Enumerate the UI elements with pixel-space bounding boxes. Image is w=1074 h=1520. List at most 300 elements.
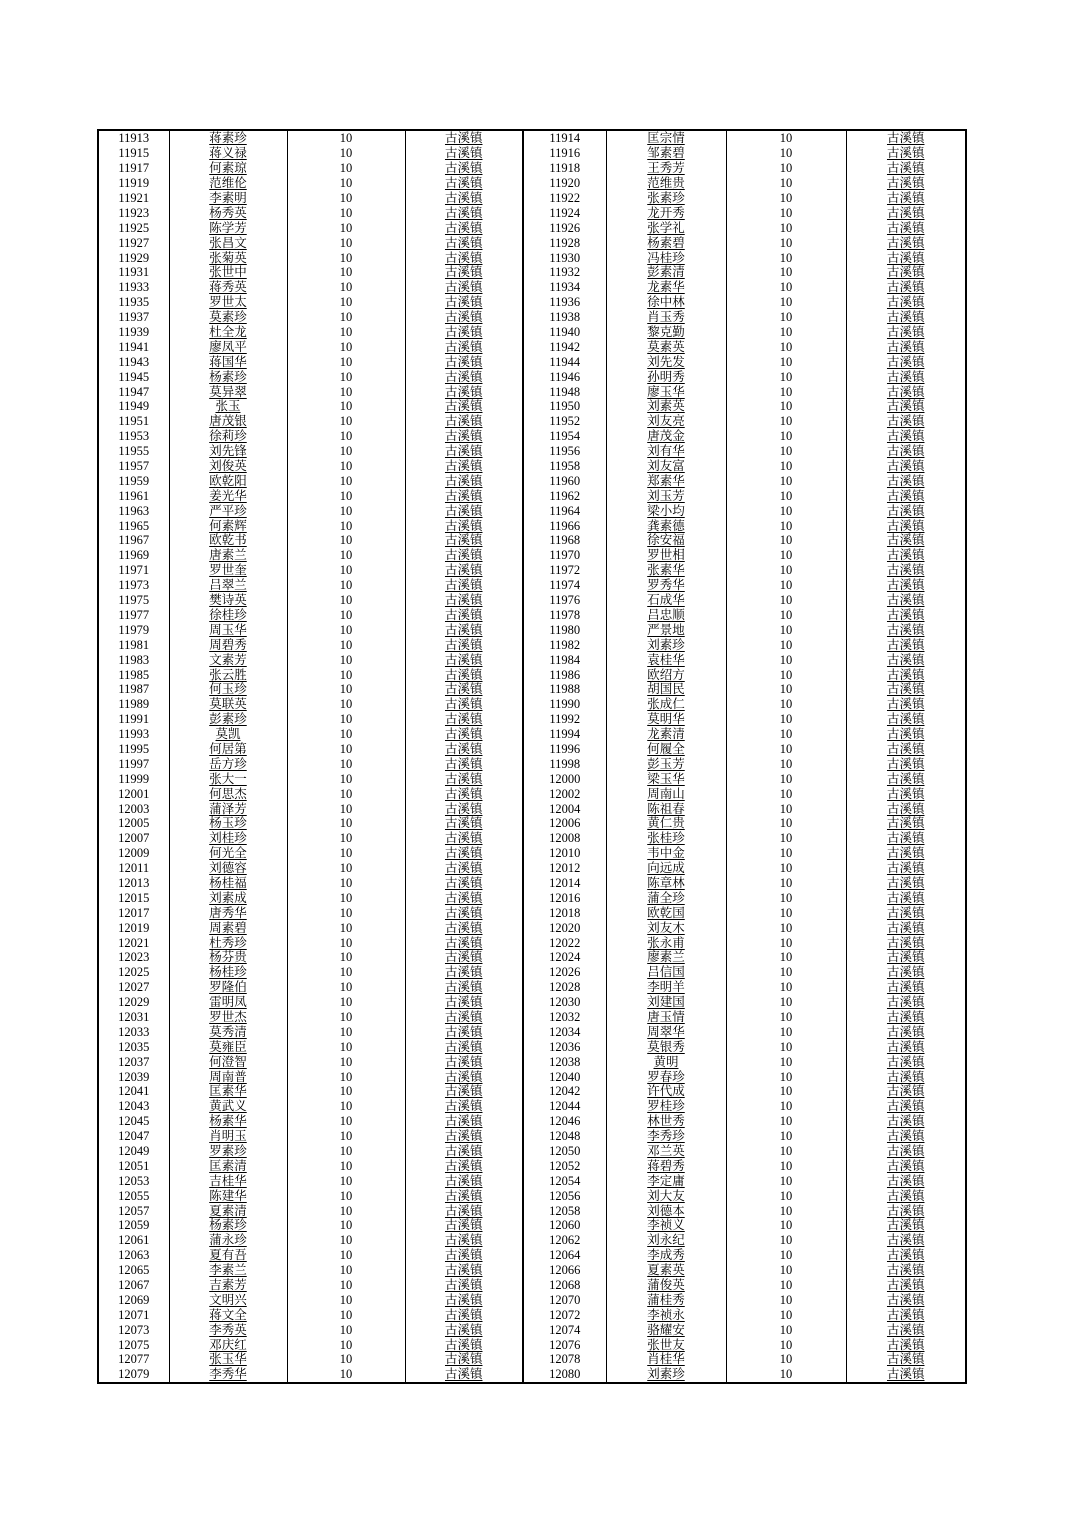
person-name-cell: 罗素珍 bbox=[169, 1144, 287, 1159]
record-id-cell: 11922 bbox=[523, 191, 606, 206]
person-name-cell: 杨素珍 bbox=[169, 369, 287, 384]
record-id-cell: 12038 bbox=[523, 1054, 606, 1069]
person-name-cell: 周南普 bbox=[169, 1069, 287, 1084]
table-row bbox=[98, 756, 966, 771]
person-name-cell: 莫联英 bbox=[169, 697, 287, 712]
person-name-cell: 杨秀英 bbox=[169, 205, 287, 220]
record-id-cell: 11995 bbox=[98, 742, 169, 757]
record-id-cell: 12010 bbox=[523, 846, 606, 861]
amount-cell: 10 bbox=[726, 414, 846, 429]
amount-cell: 10 bbox=[726, 473, 846, 488]
amount-cell: 10 bbox=[287, 1307, 405, 1322]
person-name-cell: 彭玉芳 bbox=[606, 756, 726, 771]
amount-cell: 10 bbox=[287, 861, 405, 876]
person-name-cell: 莫素英 bbox=[606, 339, 726, 354]
amount-cell: 10 bbox=[287, 816, 405, 831]
town-name-cell: 古溪镇 bbox=[846, 1218, 966, 1233]
town-name-cell: 古溪镇 bbox=[405, 518, 523, 533]
person-name-cell: 张玉 bbox=[169, 399, 287, 414]
amount-cell: 10 bbox=[726, 1039, 846, 1054]
person-name-cell: 杨素华 bbox=[169, 1114, 287, 1129]
town-name-cell: 古溪镇 bbox=[846, 905, 966, 920]
record-id-cell: 11928 bbox=[523, 235, 606, 250]
town-name-cell: 古溪镇 bbox=[405, 161, 523, 176]
town-name-cell: 古溪镇 bbox=[846, 771, 966, 786]
table-row bbox=[98, 161, 966, 176]
person-name-cell: 吕信国 bbox=[606, 965, 726, 980]
table-row bbox=[98, 608, 966, 623]
town-name-cell: 古溪镇 bbox=[846, 1367, 966, 1383]
town-name-cell: 古溪镇 bbox=[846, 1024, 966, 1039]
record-id-cell: 11918 bbox=[523, 161, 606, 176]
person-name-cell: 韦中金 bbox=[606, 846, 726, 861]
town-name-cell: 古溪镇 bbox=[846, 473, 966, 488]
town-name-cell: 古溪镇 bbox=[405, 444, 523, 459]
record-id-cell: 11935 bbox=[98, 295, 169, 310]
amount-cell: 10 bbox=[726, 1233, 846, 1248]
amount-cell: 10 bbox=[287, 1069, 405, 1084]
town-name-cell: 古溪镇 bbox=[405, 235, 523, 250]
record-id-cell: 11941 bbox=[98, 339, 169, 354]
town-name-cell: 古溪镇 bbox=[405, 429, 523, 444]
amount-cell: 10 bbox=[726, 1084, 846, 1099]
record-id-cell: 11962 bbox=[523, 488, 606, 503]
person-name-cell: 何玉珍 bbox=[169, 682, 287, 697]
person-name-cell: 罗世相 bbox=[606, 548, 726, 563]
town-name-cell: 古溪镇 bbox=[846, 295, 966, 310]
amount-cell: 10 bbox=[287, 459, 405, 474]
table-row bbox=[98, 1129, 966, 1144]
town-name-cell: 古溪镇 bbox=[405, 1158, 523, 1173]
record-id-cell: 11940 bbox=[523, 325, 606, 340]
person-name-cell: 何思杰 bbox=[169, 786, 287, 801]
table-row bbox=[98, 652, 966, 667]
town-name-cell: 古溪镇 bbox=[846, 533, 966, 548]
record-id-cell: 11932 bbox=[523, 265, 606, 280]
town-name-cell: 古溪镇 bbox=[405, 727, 523, 742]
town-name-cell: 古溪镇 bbox=[846, 950, 966, 965]
town-name-cell: 古溪镇 bbox=[405, 965, 523, 980]
amount-cell: 10 bbox=[726, 1129, 846, 1144]
amount-cell: 10 bbox=[726, 593, 846, 608]
table-row bbox=[98, 429, 966, 444]
record-id-cell: 11975 bbox=[98, 593, 169, 608]
amount-cell: 10 bbox=[287, 593, 405, 608]
amount-cell: 10 bbox=[287, 473, 405, 488]
table-row bbox=[98, 950, 966, 965]
amount-cell: 10 bbox=[287, 771, 405, 786]
person-name-cell: 蒲俊英 bbox=[606, 1278, 726, 1293]
person-name-cell: 龚素德 bbox=[606, 518, 726, 533]
town-name-cell: 古溪镇 bbox=[405, 622, 523, 637]
amount-cell: 10 bbox=[726, 1158, 846, 1173]
town-name-cell: 古溪镇 bbox=[846, 161, 966, 176]
person-name-cell: 李秀英 bbox=[169, 1322, 287, 1337]
amount-cell: 10 bbox=[726, 1307, 846, 1322]
table-row bbox=[98, 503, 966, 518]
record-id-cell: 12045 bbox=[98, 1114, 169, 1129]
person-name-cell: 张昌文 bbox=[169, 235, 287, 250]
table-row bbox=[98, 801, 966, 816]
person-name-cell: 张素华 bbox=[606, 563, 726, 578]
amount-cell: 10 bbox=[287, 1337, 405, 1352]
town-name-cell: 古溪镇 bbox=[846, 444, 966, 459]
table-row bbox=[98, 593, 966, 608]
amount-cell: 10 bbox=[726, 265, 846, 280]
town-name-cell: 古溪镇 bbox=[405, 831, 523, 846]
table-row bbox=[98, 1367, 966, 1383]
amount-cell: 10 bbox=[726, 310, 846, 325]
table-row bbox=[98, 473, 966, 488]
record-id-cell: 11913 bbox=[98, 130, 169, 146]
town-name-cell: 古溪镇 bbox=[405, 995, 523, 1010]
amount-cell: 10 bbox=[287, 652, 405, 667]
record-id-cell: 12009 bbox=[98, 846, 169, 861]
record-id-cell: 11924 bbox=[523, 205, 606, 220]
town-name-cell: 古溪镇 bbox=[405, 325, 523, 340]
person-name-cell: 蒋义禄 bbox=[169, 146, 287, 161]
record-id-cell: 11986 bbox=[523, 667, 606, 682]
record-id-cell: 12061 bbox=[98, 1233, 169, 1248]
person-name-cell: 李定庸 bbox=[606, 1173, 726, 1188]
person-name-cell: 欧乾阳 bbox=[169, 473, 287, 488]
amount-cell: 10 bbox=[726, 890, 846, 905]
amount-cell: 10 bbox=[726, 652, 846, 667]
amount-cell: 10 bbox=[287, 399, 405, 414]
town-name-cell: 古溪镇 bbox=[405, 786, 523, 801]
table-row bbox=[98, 130, 966, 146]
table-row bbox=[98, 176, 966, 191]
person-name-cell: 刘桂珍 bbox=[169, 831, 287, 846]
record-id-cell: 11944 bbox=[523, 354, 606, 369]
town-name-cell: 古溪镇 bbox=[846, 339, 966, 354]
amount-cell: 10 bbox=[287, 756, 405, 771]
record-id-cell: 11990 bbox=[523, 697, 606, 712]
person-name-cell: 胡国民 bbox=[606, 682, 726, 697]
person-name-cell: 李秀华 bbox=[169, 1367, 287, 1383]
record-id-cell: 11916 bbox=[523, 146, 606, 161]
town-name-cell: 古溪镇 bbox=[846, 1233, 966, 1248]
amount-cell: 10 bbox=[287, 682, 405, 697]
amount-cell: 10 bbox=[726, 861, 846, 876]
person-name-cell: 张素珍 bbox=[606, 191, 726, 206]
amount-cell: 10 bbox=[287, 1203, 405, 1218]
town-name-cell: 古溪镇 bbox=[846, 325, 966, 340]
record-id-cell: 12028 bbox=[523, 980, 606, 995]
table-row bbox=[98, 191, 966, 206]
record-id-cell: 12015 bbox=[98, 890, 169, 905]
person-name-cell: 刘大友 bbox=[606, 1188, 726, 1203]
person-name-cell: 范维贵 bbox=[606, 176, 726, 191]
table-row bbox=[98, 1322, 966, 1337]
person-name-cell: 欧乾书 bbox=[169, 533, 287, 548]
amount-cell: 10 bbox=[726, 459, 846, 474]
record-id-cell: 11971 bbox=[98, 563, 169, 578]
amount-cell: 10 bbox=[726, 384, 846, 399]
town-name-cell: 古溪镇 bbox=[405, 1248, 523, 1263]
town-name-cell: 古溪镇 bbox=[846, 1248, 966, 1263]
record-id-cell: 11972 bbox=[523, 563, 606, 578]
town-name-cell: 古溪镇 bbox=[405, 637, 523, 652]
amount-cell: 10 bbox=[287, 727, 405, 742]
record-id-cell: 11914 bbox=[523, 130, 606, 146]
table-row bbox=[98, 1010, 966, 1025]
person-name-cell: 刘友亮 bbox=[606, 414, 726, 429]
town-name-cell: 古溪镇 bbox=[846, 786, 966, 801]
record-id-cell: 11958 bbox=[523, 459, 606, 474]
record-id-cell: 11983 bbox=[98, 652, 169, 667]
town-name-cell: 古溪镇 bbox=[846, 1010, 966, 1025]
person-name-cell: 向远成 bbox=[606, 861, 726, 876]
table-row bbox=[98, 578, 966, 593]
town-name-cell: 古溪镇 bbox=[405, 533, 523, 548]
record-id-cell: 12017 bbox=[98, 905, 169, 920]
person-name-cell: 石成华 bbox=[606, 593, 726, 608]
town-name-cell: 古溪镇 bbox=[405, 593, 523, 608]
amount-cell: 10 bbox=[287, 548, 405, 563]
person-name-cell: 彭素清 bbox=[606, 265, 726, 280]
town-name-cell: 古溪镇 bbox=[846, 1322, 966, 1337]
table-row bbox=[98, 816, 966, 831]
town-name-cell: 古溪镇 bbox=[846, 518, 966, 533]
table-row bbox=[98, 905, 966, 920]
amount-cell: 10 bbox=[726, 533, 846, 548]
amount-cell: 10 bbox=[726, 831, 846, 846]
amount-cell: 10 bbox=[287, 1129, 405, 1144]
person-name-cell: 张成仁 bbox=[606, 697, 726, 712]
person-name-cell: 梁小均 bbox=[606, 503, 726, 518]
table-row bbox=[98, 771, 966, 786]
town-name-cell: 古溪镇 bbox=[405, 890, 523, 905]
table-row bbox=[98, 1039, 966, 1054]
table-row bbox=[98, 1054, 966, 1069]
town-name-cell: 古溪镇 bbox=[846, 563, 966, 578]
record-id-cell: 12071 bbox=[98, 1307, 169, 1322]
amount-cell: 10 bbox=[287, 1322, 405, 1337]
record-id-cell: 12018 bbox=[523, 905, 606, 920]
person-name-cell: 蒋碧秀 bbox=[606, 1158, 726, 1173]
town-name-cell: 古溪镇 bbox=[405, 1337, 523, 1352]
amount-cell: 10 bbox=[287, 1024, 405, 1039]
person-name-cell: 刘俊英 bbox=[169, 459, 287, 474]
town-name-cell: 古溪镇 bbox=[405, 354, 523, 369]
table-row bbox=[98, 265, 966, 280]
town-name-cell: 古溪镇 bbox=[405, 488, 523, 503]
table-row bbox=[98, 250, 966, 265]
record-id-cell: 11926 bbox=[523, 220, 606, 235]
amount-cell: 10 bbox=[287, 1278, 405, 1293]
amount-cell: 10 bbox=[287, 786, 405, 801]
amount-cell: 10 bbox=[287, 354, 405, 369]
town-name-cell: 古溪镇 bbox=[405, 1144, 523, 1159]
table-row bbox=[98, 1173, 966, 1188]
town-name-cell: 古溪镇 bbox=[846, 727, 966, 742]
town-name-cell: 古溪镇 bbox=[846, 816, 966, 831]
town-name-cell: 古溪镇 bbox=[846, 548, 966, 563]
table-row bbox=[98, 310, 966, 325]
record-id-cell: 11956 bbox=[523, 444, 606, 459]
table-row bbox=[98, 1203, 966, 1218]
town-name-cell: 古溪镇 bbox=[846, 652, 966, 667]
table-row bbox=[98, 1307, 966, 1322]
record-id-cell: 11965 bbox=[98, 518, 169, 533]
amount-cell: 10 bbox=[287, 622, 405, 637]
record-id-cell: 12056 bbox=[523, 1188, 606, 1203]
town-name-cell: 古溪镇 bbox=[846, 1188, 966, 1203]
town-name-cell: 古溪镇 bbox=[405, 310, 523, 325]
amount-cell: 10 bbox=[287, 846, 405, 861]
record-id-cell: 11977 bbox=[98, 608, 169, 623]
person-name-cell: 莫雍臣 bbox=[169, 1039, 287, 1054]
town-name-cell: 古溪镇 bbox=[846, 995, 966, 1010]
town-name-cell: 古溪镇 bbox=[846, 369, 966, 384]
town-name-cell: 古溪镇 bbox=[405, 146, 523, 161]
amount-cell: 10 bbox=[287, 533, 405, 548]
amount-cell: 10 bbox=[726, 1203, 846, 1218]
person-name-cell: 徐桂珍 bbox=[169, 608, 287, 623]
table-row bbox=[98, 533, 966, 548]
amount-cell: 10 bbox=[726, 742, 846, 757]
amount-cell: 10 bbox=[726, 846, 846, 861]
town-name-cell: 古溪镇 bbox=[846, 429, 966, 444]
person-name-cell: 廖素兰 bbox=[606, 950, 726, 965]
person-name-cell: 匡素华 bbox=[169, 1084, 287, 1099]
record-id-cell: 12070 bbox=[523, 1292, 606, 1307]
town-name-cell: 古溪镇 bbox=[846, 205, 966, 220]
record-id-cell: 11985 bbox=[98, 667, 169, 682]
town-name-cell: 古溪镇 bbox=[405, 1278, 523, 1293]
record-id-cell: 12060 bbox=[523, 1218, 606, 1233]
town-name-cell: 古溪镇 bbox=[846, 876, 966, 891]
person-name-cell: 杜全龙 bbox=[169, 325, 287, 340]
town-name-cell: 古溪镇 bbox=[846, 622, 966, 637]
amount-cell: 10 bbox=[726, 1367, 846, 1383]
record-id-cell: 11952 bbox=[523, 414, 606, 429]
record-id-cell: 12002 bbox=[523, 786, 606, 801]
table-row bbox=[98, 1084, 966, 1099]
person-name-cell: 蒋国华 bbox=[169, 354, 287, 369]
amount-cell: 10 bbox=[287, 608, 405, 623]
amount-cell: 10 bbox=[287, 637, 405, 652]
amount-cell: 10 bbox=[287, 369, 405, 384]
person-name-cell: 周素碧 bbox=[169, 920, 287, 935]
table-row bbox=[98, 831, 966, 846]
amount-cell: 10 bbox=[726, 1278, 846, 1293]
table-row bbox=[98, 876, 966, 891]
person-name-cell: 吉桂华 bbox=[169, 1173, 287, 1188]
record-id-cell: 11961 bbox=[98, 488, 169, 503]
amount-cell: 10 bbox=[726, 727, 846, 742]
table-row bbox=[98, 1352, 966, 1367]
town-name-cell: 古溪镇 bbox=[405, 1099, 523, 1114]
person-name-cell: 徐安福 bbox=[606, 533, 726, 548]
table-row bbox=[98, 667, 966, 682]
amount-cell: 10 bbox=[726, 176, 846, 191]
town-name-cell: 古溪镇 bbox=[846, 980, 966, 995]
town-name-cell: 古溪镇 bbox=[405, 205, 523, 220]
table-row bbox=[98, 1188, 966, 1203]
town-name-cell: 古溪镇 bbox=[405, 861, 523, 876]
amount-cell: 10 bbox=[287, 1218, 405, 1233]
record-id-cell: 11957 bbox=[98, 459, 169, 474]
amount-cell: 10 bbox=[287, 176, 405, 191]
amount-cell: 10 bbox=[287, 503, 405, 518]
person-name-cell: 唐玉情 bbox=[606, 1010, 726, 1025]
town-name-cell: 古溪镇 bbox=[405, 1203, 523, 1218]
town-name-cell: 古溪镇 bbox=[846, 920, 966, 935]
amount-cell: 10 bbox=[287, 1173, 405, 1188]
record-id-cell: 12022 bbox=[523, 935, 606, 950]
town-name-cell: 古溪镇 bbox=[846, 1203, 966, 1218]
town-name-cell: 古溪镇 bbox=[405, 1352, 523, 1367]
amount-cell: 10 bbox=[726, 682, 846, 697]
record-id-cell: 11953 bbox=[98, 429, 169, 444]
town-name-cell: 古溪镇 bbox=[846, 801, 966, 816]
table-row bbox=[98, 1263, 966, 1278]
amount-cell: 10 bbox=[726, 518, 846, 533]
record-id-cell: 12067 bbox=[98, 1278, 169, 1293]
town-name-cell: 古溪镇 bbox=[846, 265, 966, 280]
table-row bbox=[98, 995, 966, 1010]
person-name-cell: 肖明玉 bbox=[169, 1129, 287, 1144]
record-id-cell: 11980 bbox=[523, 622, 606, 637]
record-id-cell: 11938 bbox=[523, 310, 606, 325]
table-row bbox=[98, 444, 966, 459]
person-name-cell: 张大一 bbox=[169, 771, 287, 786]
person-name-cell: 蒲全珍 bbox=[606, 890, 726, 905]
person-name-cell: 黄武义 bbox=[169, 1099, 287, 1114]
town-name-cell: 古溪镇 bbox=[405, 816, 523, 831]
record-id-cell: 12047 bbox=[98, 1129, 169, 1144]
person-name-cell: 张菊英 bbox=[169, 250, 287, 265]
amount-cell: 10 bbox=[726, 548, 846, 563]
record-id-cell: 11978 bbox=[523, 608, 606, 623]
amount-cell: 10 bbox=[726, 1144, 846, 1159]
town-name-cell: 古溪镇 bbox=[846, 1144, 966, 1159]
person-name-cell: 严平珍 bbox=[169, 503, 287, 518]
table-row bbox=[98, 980, 966, 995]
amount-cell: 10 bbox=[726, 1352, 846, 1367]
record-id-cell: 12048 bbox=[523, 1129, 606, 1144]
person-name-cell: 刘永纪 bbox=[606, 1233, 726, 1248]
record-id-cell: 11929 bbox=[98, 250, 169, 265]
table-row bbox=[98, 1144, 966, 1159]
amount-cell: 10 bbox=[287, 980, 405, 995]
record-id-cell: 12004 bbox=[523, 801, 606, 816]
record-id-cell: 12030 bbox=[523, 995, 606, 1010]
amount-cell: 10 bbox=[726, 637, 846, 652]
amount-cell: 10 bbox=[726, 667, 846, 682]
amount-cell: 10 bbox=[726, 816, 846, 831]
town-name-cell: 古溪镇 bbox=[405, 1024, 523, 1039]
person-name-cell: 吉素芳 bbox=[169, 1278, 287, 1293]
amount-cell: 10 bbox=[287, 1099, 405, 1114]
amount-cell: 10 bbox=[726, 1292, 846, 1307]
record-id-cell: 11993 bbox=[98, 727, 169, 742]
record-id-cell: 12041 bbox=[98, 1084, 169, 1099]
record-id-cell: 12016 bbox=[523, 890, 606, 905]
amount-cell: 10 bbox=[726, 429, 846, 444]
record-id-cell: 11939 bbox=[98, 325, 169, 340]
person-name-cell: 何居第 bbox=[169, 742, 287, 757]
town-name-cell: 古溪镇 bbox=[846, 697, 966, 712]
amount-cell: 10 bbox=[287, 488, 405, 503]
town-name-cell: 古溪镇 bbox=[405, 1010, 523, 1025]
record-id-cell: 11981 bbox=[98, 637, 169, 652]
record-id-cell: 11947 bbox=[98, 384, 169, 399]
record-id-cell: 11966 bbox=[523, 518, 606, 533]
amount-cell: 10 bbox=[287, 250, 405, 265]
